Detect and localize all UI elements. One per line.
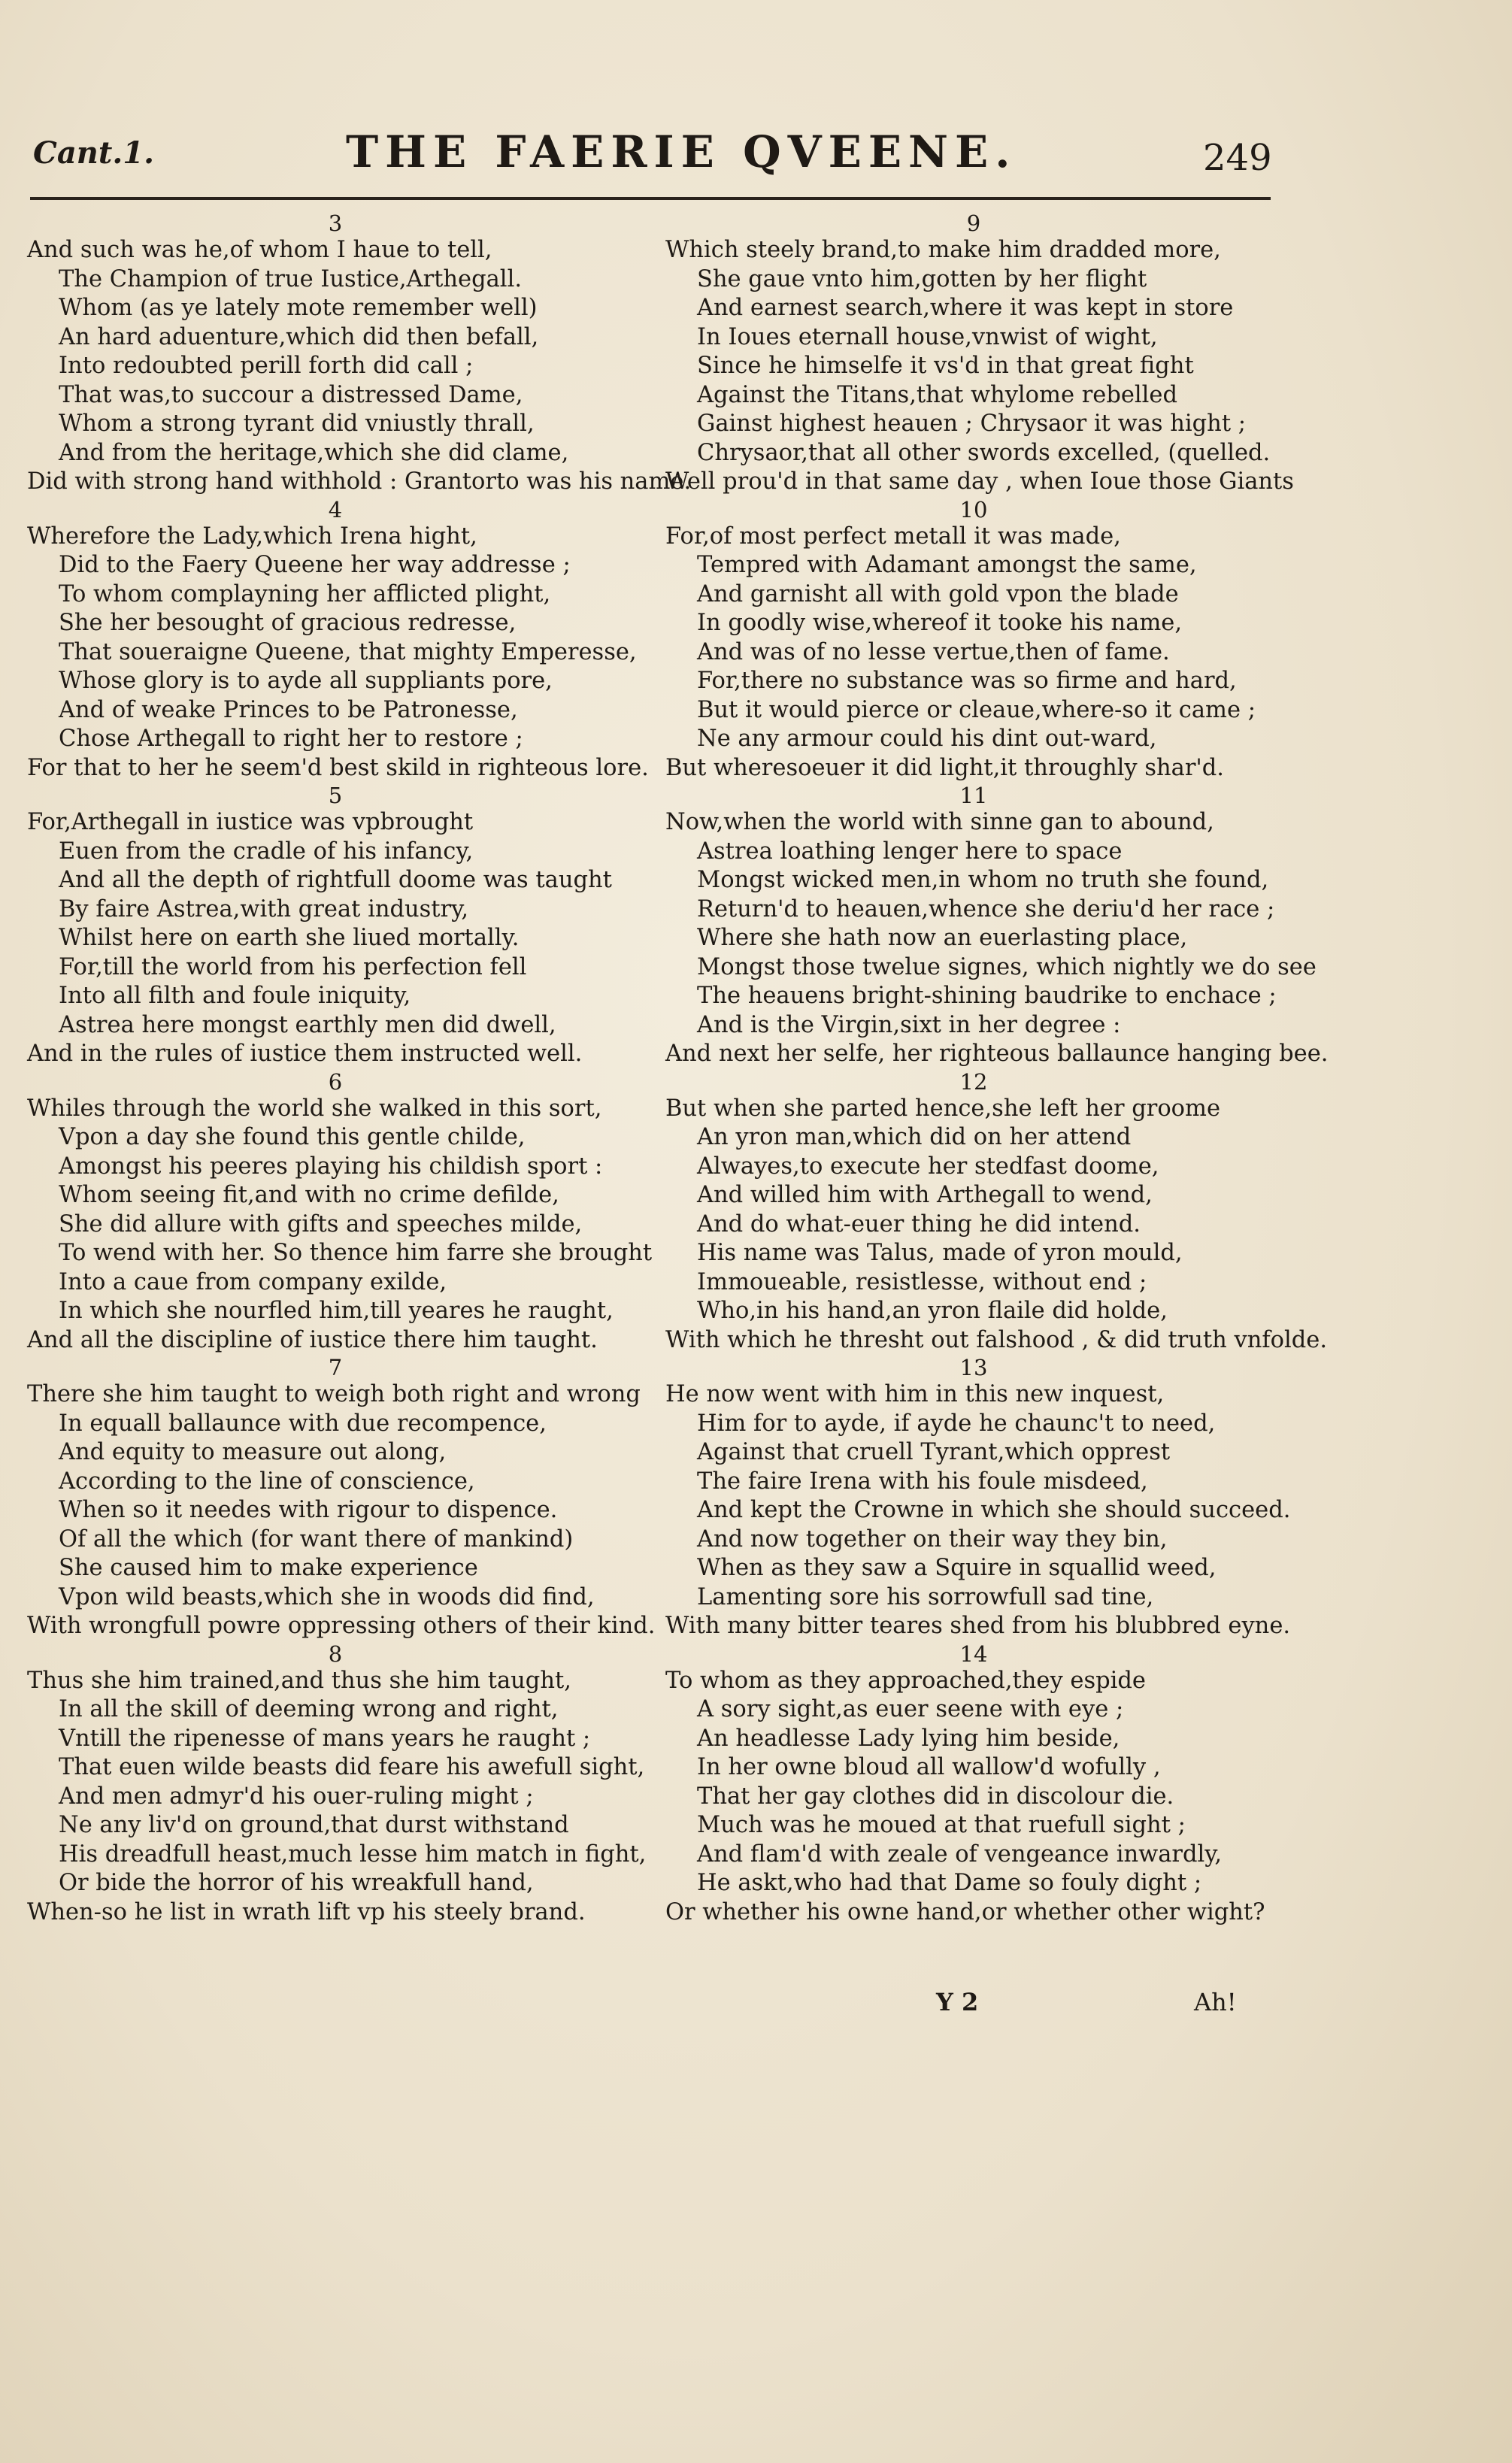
verse-line: Astrea here mongst earthly men did dwell, [59, 1011, 556, 1038]
verse-line: Ne any liv'd on ground,that durst withstand [59, 1812, 569, 1838]
verse-line: She caused him to make experience [59, 1555, 478, 1581]
verse-line: And all the depth of rightfull doome was taught [59, 867, 612, 893]
verse-line: Wherefore the Lady,which Irena hight, [27, 523, 477, 550]
verse-line: Well prou'd in that same day , when Ioue those Giants [665, 468, 1294, 495]
verse-line: And such was he,of whom I haue to tell, [27, 237, 492, 263]
stanza [665, 783, 1329, 1069]
verse-line: And willed him with Arthegall to wend, [697, 1182, 1153, 1208]
verse-line: Lamenting sore his sorrowfull sad tine, [697, 1583, 1154, 1610]
verse-line: Whilst here on earth she liued mortally. [59, 925, 520, 951]
verse-line: Since he himselfe it vs'd in that great fight [697, 353, 1194, 379]
verse-line: And flam'd with zeale of vengeance inwardly, [697, 1840, 1223, 1868]
verse-line: That was,to succour a distressed Dame, [59, 381, 523, 408]
verse-line: Did with strong hand withhold : Grantorto was his name. [27, 468, 692, 495]
verse-line: In which she nourfled him,till yeares he raught, [59, 1298, 614, 1324]
verse-line: For that to her he seem'd best skild in righteous lore. [27, 754, 649, 781]
stanza [27, 1068, 653, 1356]
right-column [665, 211, 1329, 1927]
verse-line: Vpon a day she found this gentle childe, [59, 1124, 526, 1150]
stanza-number: 8 [328, 1640, 343, 1667]
verse-line: He now went with him in this new inquest, [665, 1381, 1165, 1407]
catchword: Ah! [1194, 1988, 1237, 2016]
verse-line: Into redoubted perill forth did call ; [59, 353, 474, 379]
verse-line: Return'd to heauen,whence she deriu'd her race ; [697, 895, 1275, 922]
verse-line: Whom (as ye lately mote remember well) [59, 295, 538, 321]
stanza-number: 3 [328, 211, 343, 236]
verse-line: Chose Arthegall to right her to restore ; [59, 726, 523, 752]
verse-line: She gaue vnto him,gotten by her flight [697, 265, 1147, 292]
stanza-number: 10 [959, 496, 988, 523]
stanza-number: 5 [328, 783, 343, 808]
verse-line: For,Arthegall in iustice was vpbrought [27, 809, 474, 835]
verse-line: When as they saw a Squire in squallid weed, [697, 1555, 1217, 1581]
verse-line: Of all the which (for want there of mankind) [59, 1525, 574, 1553]
verse-line: In equall ballaunce with due recompence, [59, 1410, 547, 1437]
verse-line: Who,in his hand,an yron flaile did holde, [697, 1298, 1168, 1324]
stanza [27, 1640, 647, 1928]
verse-line: Now,when the world with sinne gan to abound, [665, 809, 1214, 835]
verse-line: Which steely brand,to make him dradded more, [665, 237, 1221, 263]
verse-line: Whom a strong tyrant did vniustly thrall, [59, 410, 535, 437]
verse-line: Into all filth and foule iniquity, [59, 983, 411, 1009]
verse-line: Against that cruell Tyrant,which opprest [697, 1439, 1171, 1465]
verse-line: And kept the Crowne in which she should succeed. [697, 1497, 1291, 1523]
verse-line: Euen from the cradle of his infancy, [59, 838, 474, 865]
verse-line: And now together on their way they bin, [697, 1525, 1168, 1553]
verse-line: Mongst wicked men,in whom no truth she found, [697, 867, 1269, 893]
stanza [27, 496, 649, 783]
verse-line: Thus she him trained,and thus she him taught, [27, 1667, 571, 1694]
verse-line: There she him taught to weigh both right and wrong [27, 1381, 641, 1407]
running-header [30, 126, 1271, 179]
verse-line: That soueraigne Queene, that mighty Emperesse, [59, 638, 637, 665]
verse-line: Or bide the horror of his wreakfull hand, [59, 1870, 534, 1896]
stanza-number: 14 [959, 1640, 988, 1667]
verse-line: Vpon wild beasts,which she in woods did find, [59, 1583, 595, 1610]
verse-line: The heauens bright-shining baudrike to enchace ; [697, 983, 1277, 1009]
verse-line: To whom as they approached,they espide [665, 1667, 1146, 1694]
verse-line: And next her selfe, her righteous ballaunce hanging bee. [665, 1041, 1329, 1067]
verse-line: He askt,who had that Dame so fouly dight ; [697, 1870, 1202, 1896]
stanza [27, 783, 644, 1069]
verse-line: And was of no lesse vertue,then of fame. [697, 638, 1170, 665]
verse-line: Alwayes,to execute her stedfast doome, [697, 1153, 1159, 1180]
stanza-number: 6 [328, 1068, 343, 1095]
verse-line: When-so he list in wrath lift vp his steely brand. [27, 1898, 586, 1925]
verse-line: That her gay clothes did in discolour die. [697, 1783, 1174, 1810]
signature-mark: Y 2 [936, 1988, 979, 2016]
left-column [27, 211, 692, 1927]
verse-line: In all the skill of deeming wrong and right, [59, 1696, 559, 1722]
verse-line: And in the rules of iustice them instructed well. [27, 1041, 583, 1067]
stanza-number: 9 [966, 211, 981, 236]
stanza-number: 11 [959, 783, 988, 808]
verse-line: And men admyr'd his ouer-ruling might ; [59, 1783, 534, 1810]
verse-line: And garnisht all with gold vpon the blade [697, 580, 1179, 607]
stanza [665, 1355, 1291, 1641]
page-number: 249 [1203, 137, 1272, 179]
verse-line: The Champion of true Iustice,Arthegall. [59, 265, 523, 292]
verse-line: But it would pierce or cleaue,where-so it came ; [697, 696, 1256, 723]
verse-line: To whom complayning her afflicted plight, [59, 580, 551, 607]
verse-line: An yron man,which did on her attend [697, 1124, 1132, 1150]
verse-line: Or whether his owne hand,or whether other wight? [665, 1898, 1265, 1925]
verse-line: Did to the Faery Queene her way addresse ; [59, 552, 571, 578]
stanza [665, 211, 1294, 497]
verse-line: Gainst highest heauen ; Chrysaor it was hight ; [697, 410, 1247, 437]
header-rule [30, 197, 1271, 200]
stanza-number: 4 [328, 496, 343, 523]
verse-line: That euen wilde beasts did feare his awefull sight, [59, 1754, 645, 1780]
verse-line: Vntill the ripenesse of mans years he raught ; [59, 1725, 591, 1752]
stanza-number: 12 [959, 1068, 988, 1095]
verse-line: His dreadfull heast,much lesse him match in fight, [59, 1840, 647, 1868]
verse-line: In goodly wise,whereof it tooke his name, [697, 610, 1183, 636]
verse-line: For,there no substance was so firme and hard, [697, 668, 1237, 694]
verse-line: And all the discipline of iustice there him taught. [27, 1326, 598, 1353]
verse-line: Ne any armour could his dint out-ward, [697, 726, 1157, 752]
verse-line: According to the line of conscience, [59, 1468, 475, 1495]
verse-line: For,of most perfect metall it was made, [665, 523, 1121, 550]
verse-line: With many bitter teares shed from his blubbred eyne. [665, 1613, 1291, 1639]
verse-line: Whiles through the world she walked in this sort, [27, 1095, 602, 1122]
verse-line: When so it needes with rigour to dispence. [59, 1497, 558, 1523]
verse-line: Whose glory is to ayde all suppliants pore, [59, 668, 553, 694]
stanza [665, 497, 1282, 783]
verse-line: Against the Titans,that whylome rebelled [697, 381, 1177, 408]
stanza-number: 7 [328, 1355, 343, 1380]
verse-line: Amongst his peeres playing his childish sport : [59, 1153, 603, 1180]
verse-line: Him for to ayde, if ayde he chaunc't to need, [697, 1410, 1216, 1437]
verse-line: She her besought of gracious redresse, [59, 610, 517, 636]
stanza [27, 211, 692, 497]
verse-line: An headlesse Lady lying him beside, [697, 1725, 1120, 1752]
verse-line: Astrea loathing lenger here to space [697, 838, 1123, 865]
stanza [665, 1068, 1328, 1356]
verse-line: For,till the world from his perfection fell [59, 953, 527, 980]
verse-line: A sory sight,as euer seene with eye ; [697, 1696, 1124, 1722]
verse-line: Mongst those twelue signes, which nightly we do see [697, 953, 1317, 980]
verse-line: And equity to measure out along, [59, 1439, 447, 1465]
verse-line: Where she hath now an euerlasting place, [697, 925, 1188, 951]
verse-line: By faire Astrea,with great industry, [59, 895, 469, 922]
running-title: THE FAERIE QVEENE. [346, 126, 1017, 177]
stanza-number: 13 [959, 1355, 988, 1380]
stanza [27, 1355, 656, 1641]
canto-label: Cant.1. [33, 135, 154, 171]
verse-line: In Ioues eternall house,vnwist of wight, [697, 323, 1158, 350]
verse-line: And earnest search,where it was kept in store [697, 295, 1234, 321]
stanza [665, 1641, 1282, 1928]
verse-line: But wheresoeuer it did light,it throughly shar'd. [665, 754, 1225, 781]
verse-line: The faire Irena with his foule misdeed, [697, 1468, 1148, 1495]
verse-line: To wend with her. So thence him farre she brought [59, 1240, 653, 1266]
verse-line: And is the Virgin,sixt in her degree : [697, 1011, 1121, 1038]
verse-line: In her owne bloud all wallow'd wofully , [697, 1754, 1161, 1780]
verse-line: Immoueable, resistlesse, without end ; [697, 1268, 1147, 1295]
verse-line: But when she parted hence,she left her groome [665, 1095, 1221, 1122]
verse-line: His name was Talus, made of yron mould, [697, 1240, 1183, 1266]
verse-line: And do what-euer thing he did intend. [697, 1210, 1141, 1238]
verse-line: And from the heritage,which she did clame, [59, 439, 569, 466]
verse-line: With wrongfull powre oppressing others of their kind. [27, 1613, 656, 1639]
verse-line: Much was he moued at that ruefull sight ; [697, 1812, 1186, 1838]
verse-line: Tempred with Adamant amongst the same, [697, 552, 1197, 578]
verse-line: With which he thresht out falshood , & did truth vnfolde. [665, 1326, 1328, 1353]
verse-line: And of weake Princes to be Patronesse, [59, 696, 518, 723]
verse-line: She did allure with gifts and speeches milde, [59, 1210, 583, 1238]
verse-line: Chrysaor,that all other swords excelled, (quelled. [697, 439, 1271, 466]
verse-line: An hard aduenture,which did then befall, [59, 323, 539, 350]
verse-line: Whom seeing fit,and with no crime defilde, [59, 1182, 559, 1208]
verse-line: Into a caue from company exilde, [59, 1268, 447, 1295]
